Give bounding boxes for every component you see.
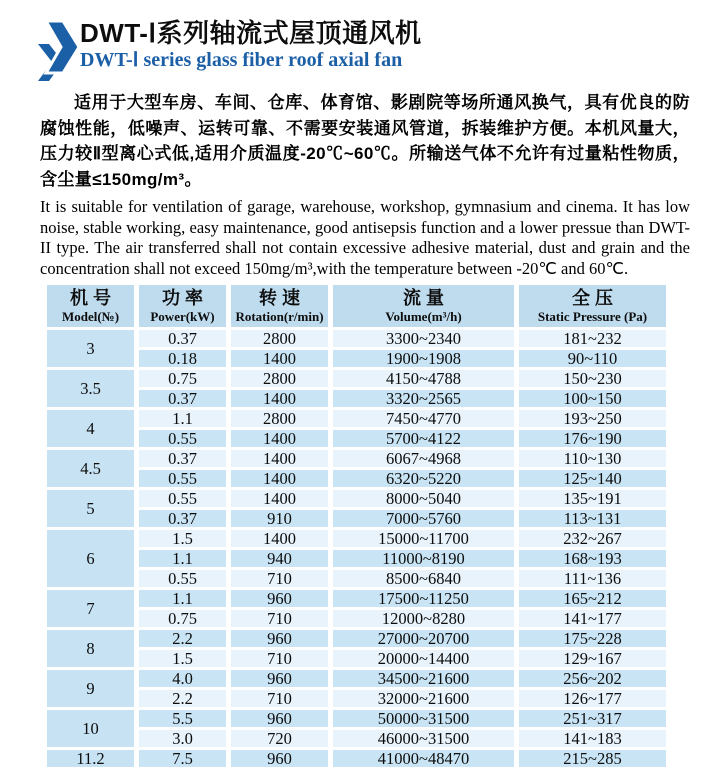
data-cell: 20000~14400 xyxy=(331,649,517,669)
data-cell: 2.2 xyxy=(137,629,229,649)
data-cell: 1900~1908 xyxy=(331,349,517,369)
data-cell: 0.37 xyxy=(137,389,229,409)
header-row xyxy=(45,284,669,329)
data-cell: 710 xyxy=(229,569,331,589)
data-cell: 960 xyxy=(229,669,331,689)
data-cell: 710 xyxy=(229,649,331,669)
data-cell: 1400 xyxy=(229,529,331,549)
data-cell: 0.55 xyxy=(137,489,229,509)
spec-table-head xyxy=(45,284,669,329)
data-cell: 17500~11250 xyxy=(331,589,517,609)
table-row xyxy=(45,629,669,649)
data-cell: 111~136 xyxy=(517,569,669,589)
page-title-en: DWT-Ⅰ series glass fiber roof axial fan xyxy=(80,49,403,71)
data-cell: 0.55 xyxy=(137,429,229,449)
data-cell: 34500~21600 xyxy=(331,669,517,689)
data-cell: 110~130 xyxy=(517,449,669,469)
column-header: 流 量 Volume(m³/h) xyxy=(331,284,517,329)
data-cell: 90~110 xyxy=(517,349,669,369)
data-cell: 2800 xyxy=(229,329,331,349)
model-cell: 11.2 xyxy=(45,749,137,769)
data-cell: 8500~6840 xyxy=(331,569,517,589)
data-cell: 1.5 xyxy=(137,649,229,669)
table-row xyxy=(45,469,669,489)
table-row xyxy=(45,689,669,709)
data-cell: 113~131 xyxy=(517,509,669,529)
data-cell: 181~232 xyxy=(517,329,669,349)
data-cell: 215~285 xyxy=(517,749,669,769)
data-cell: 0.37 xyxy=(137,449,229,469)
table-row xyxy=(45,509,669,529)
page-title-zh: DWT-Ⅰ系列轴流式屋顶通风机 xyxy=(80,18,422,48)
data-cell: 1400 xyxy=(229,489,331,509)
data-cell: 0.75 xyxy=(137,369,229,389)
data-cell: 2800 xyxy=(229,409,331,429)
table-row xyxy=(45,569,669,589)
data-cell: 100~150 xyxy=(517,389,669,409)
data-cell: 1.1 xyxy=(137,549,229,569)
data-cell: 720 xyxy=(229,729,331,749)
data-cell: 1.5 xyxy=(137,529,229,549)
data-cell: 710 xyxy=(229,609,331,629)
data-cell: 12000~8280 xyxy=(331,609,517,629)
data-cell: 141~177 xyxy=(517,609,669,629)
data-cell: 960 xyxy=(229,709,331,729)
title-block xyxy=(80,18,704,72)
data-cell: 141~183 xyxy=(517,729,669,749)
table-row xyxy=(45,369,669,389)
model-cell: 10 xyxy=(45,709,137,749)
data-cell: 6067~4968 xyxy=(331,449,517,469)
model-cell: 3 xyxy=(45,329,137,369)
data-cell: 960 xyxy=(229,749,331,769)
data-cell: 0.37 xyxy=(137,329,229,349)
model-cell: 7 xyxy=(45,589,137,629)
data-cell: 46000~31500 xyxy=(331,729,517,749)
data-cell: 1.1 xyxy=(137,589,229,609)
page-header xyxy=(38,0,704,82)
table-row xyxy=(45,489,669,509)
data-cell: 1400 xyxy=(229,449,331,469)
data-cell: 2.2 xyxy=(137,689,229,709)
data-cell: 168~193 xyxy=(517,549,669,569)
table-row xyxy=(45,549,669,569)
data-cell: 1400 xyxy=(229,349,331,369)
data-cell: 50000~31500 xyxy=(331,709,517,729)
spec-table-body xyxy=(45,329,669,769)
model-cell: 5 xyxy=(45,489,137,529)
data-cell: 3.0 xyxy=(137,729,229,749)
column-header: 转 速 Rotation(r/min) xyxy=(229,284,331,329)
table-row xyxy=(45,749,669,769)
data-cell: 7000~5760 xyxy=(331,509,517,529)
intro-paragraph-zh: 适用于大型车房、车间、仓库、体育馆、影剧院等场所通风换气，具有优良的防腐蚀性能，低噪声、运转可靠、不需要安装通风管道，拆装维护方便。本机风量大，压力较Ⅱ型离心式低,适用介质温度-20℃~60℃。所输送气体不允许有过量粘性物质，含尘量≤150mg/m³。 xyxy=(40,93,690,189)
data-cell: 0.55 xyxy=(137,569,229,589)
data-cell: 960 xyxy=(229,629,331,649)
model-cell: 3.5 xyxy=(45,369,137,409)
table-row xyxy=(45,329,669,349)
data-cell: 193~250 xyxy=(517,409,669,429)
data-cell: 175~228 xyxy=(517,629,669,649)
data-cell: 3300~2340 xyxy=(331,329,517,349)
data-cell: 960 xyxy=(229,589,331,609)
table-row xyxy=(45,709,669,729)
data-cell: 32000~21600 xyxy=(331,689,517,709)
data-cell: 126~177 xyxy=(517,689,669,709)
data-cell: 3320~2565 xyxy=(331,389,517,409)
column-header: 机 号 Model(№) xyxy=(45,284,137,329)
data-cell: 232~267 xyxy=(517,529,669,549)
table-row xyxy=(45,729,669,749)
intro-paragraph-en: It is suitable for ventilation of garage, warehouse, workshop, gymnasium and cinema. It has low noise, stable working, easy maintenance, good antisepsis function and a lower pressue than DWT-II type. The air transferred shall not contain excessive adhesive material, dust and grain and the concentration shall not exceed 150mg/m³,with the temperature between -20℃ and 60℃. xyxy=(40,197,690,278)
data-cell: 940 xyxy=(229,549,331,569)
model-cell: 6 xyxy=(45,529,137,589)
data-cell: 8000~5040 xyxy=(331,489,517,509)
model-cell: 8 xyxy=(45,629,137,669)
table-row xyxy=(45,529,669,549)
data-cell: 910 xyxy=(229,509,331,529)
data-cell: 27000~20700 xyxy=(331,629,517,649)
data-cell: 176~190 xyxy=(517,429,669,449)
data-cell: 0.55 xyxy=(137,469,229,489)
table-row xyxy=(45,449,669,469)
data-cell: 165~212 xyxy=(517,589,669,609)
table-row xyxy=(45,429,669,449)
table-row xyxy=(45,669,669,689)
data-cell: 125~140 xyxy=(517,469,669,489)
data-cell: 256~202 xyxy=(517,669,669,689)
spec-table xyxy=(42,282,671,770)
double-chevron-icon xyxy=(38,20,80,82)
data-cell: 11000~8190 xyxy=(331,549,517,569)
data-cell: 2800 xyxy=(229,369,331,389)
data-cell: 135~191 xyxy=(517,489,669,509)
model-cell: 9 xyxy=(45,669,137,709)
data-cell: 0.37 xyxy=(137,509,229,529)
data-cell: 15000~11700 xyxy=(331,529,517,549)
column-header: 功 率 Power(kW) xyxy=(137,284,229,329)
data-cell: 1400 xyxy=(229,469,331,489)
data-cell: 5.5 xyxy=(137,709,229,729)
data-cell: 710 xyxy=(229,689,331,709)
data-cell: 251~317 xyxy=(517,709,669,729)
data-cell: 4.0 xyxy=(137,669,229,689)
table-row xyxy=(45,589,669,609)
table-row xyxy=(45,389,669,409)
model-cell: 4.5 xyxy=(45,449,137,489)
data-cell: 0.75 xyxy=(137,609,229,629)
model-cell: 4 xyxy=(45,409,137,449)
table-row xyxy=(45,649,669,669)
data-cell: 4150~4788 xyxy=(331,369,517,389)
table-row xyxy=(45,409,669,429)
table-row xyxy=(45,349,669,369)
table-row xyxy=(45,609,669,629)
data-cell: 7.5 xyxy=(137,749,229,769)
data-cell: 1400 xyxy=(229,429,331,449)
data-cell: 129~167 xyxy=(517,649,669,669)
data-cell: 1400 xyxy=(229,389,331,409)
column-header: 全 压 Static Pressure (Pa) xyxy=(517,284,669,329)
data-cell: 6320~5220 xyxy=(331,469,517,489)
data-cell: 7450~4770 xyxy=(331,409,517,429)
data-cell: 5700~4122 xyxy=(331,429,517,449)
data-cell: 41000~48470 xyxy=(331,749,517,769)
data-cell: 0.18 xyxy=(137,349,229,369)
data-cell: 150~230 xyxy=(517,369,669,389)
data-cell: 1.1 xyxy=(137,409,229,429)
